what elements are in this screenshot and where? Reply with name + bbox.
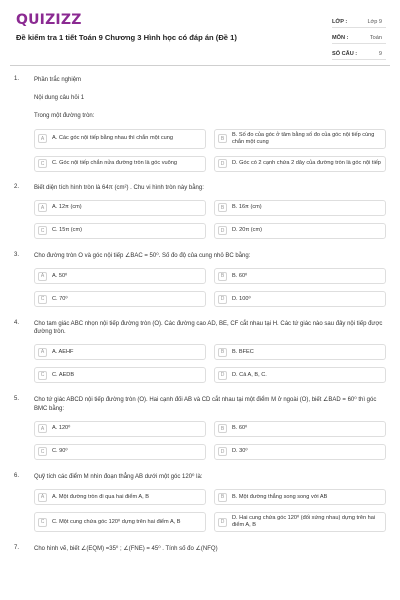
option-text: C. AEDB [52,371,75,378]
answer-option-a[interactable] [34,421,206,437]
answer-option-b[interactable] [214,129,386,149]
question-item [0,252,400,307]
option-letter-badge: A [38,424,47,433]
option-text: D. Cả A, B, C. [232,371,267,378]
question-item [0,545,400,553]
answer-option-d[interactable] [214,512,386,532]
question-text: Quỹ tích các điểm M nhìn đoạn thẳng AB dưới một góc 120⁰ là: [34,473,203,480]
answer-option-b[interactable] [214,200,386,216]
answer-option-d[interactable] [214,367,386,383]
option-text: D. 100⁰ [232,295,251,302]
document-title: Đề kiểm tra 1 tiết Toán 9 Chương 3 Hình học có đáp án (Đề 1) [16,33,237,42]
option-text: C. 15π (cm) [52,227,82,234]
answer-options [34,129,386,172]
option-letter-badge: A [38,203,47,212]
question-item [0,184,400,239]
meta-value: Lớp 9 [367,19,382,25]
answer-option-a[interactable] [34,344,206,360]
option-letter-badge: C [38,447,47,456]
option-letter-badge: C [38,226,47,235]
answer-options [34,421,386,460]
option-letter-badge: B [218,493,227,502]
option-letter-badge: D [218,159,227,168]
option-letter-badge: A [38,348,47,357]
option-letter-badge: D [218,371,227,380]
meta-value: 9 [378,51,382,57]
option-letter-badge: B [218,134,227,143]
question-number: 5. [14,396,20,403]
question-number: 4. [14,320,20,327]
option-text: A. 12π (cm) [52,204,82,211]
answer-option-d[interactable] [214,156,386,172]
answer-option-b[interactable] [214,421,386,437]
question-text: Biết diện tích hình tròn là 64π (cm²) . Chu vi hình tròn này bằng: [34,184,204,191]
question-item [0,76,400,172]
meta-key: SỐ CÂU : [332,51,358,57]
option-letter-badge: D [218,447,227,456]
option-letter-badge: A [38,493,47,502]
option-text: A. Các góc nội tiếp bằng nhau thì chắn một cung [52,135,173,142]
answer-option-c[interactable] [34,444,206,460]
question-text: Phần trắc nghiệm [34,77,82,83]
answer-options [34,200,386,239]
answer-option-c[interactable] [34,367,206,383]
question-text: Cho tam giác ABC nhọn nội tiếp đường tròn (O). Các đường cao AD, BE, CF cắt nhau tại H. Các tứ giác nào sau đây nội tiếp được đường tròn. [34,321,383,336]
option-letter-badge: D [218,295,227,304]
header-divider [10,65,390,66]
answer-options [34,489,386,532]
option-text: C. Góc nội tiếp chắn nửa đường tròn là góc vuông [52,160,177,167]
answer-option-d[interactable] [214,223,386,239]
meta-row-class [332,14,386,28]
option-letter-badge: B [218,272,227,281]
option-text: D. 30⁰ [232,448,248,455]
answer-options [34,344,386,383]
option-letter-badge: C [38,371,47,380]
meta-info [332,14,386,62]
answer-option-c[interactable] [34,291,206,307]
meta-key: MÔN : [332,35,349,41]
option-text: D. Góc có 2 cạnh chứa 2 dây của đường tròn là góc nội tiếp [232,160,381,167]
option-letter-badge: D [218,518,227,527]
meta-row-subject [332,30,386,44]
answer-option-a[interactable] [34,200,206,216]
option-text: D. Hai cung chứa góc 120⁰ (đối xứng nhau) dựng trên hai điểm A, B [232,515,376,529]
answer-option-d[interactable] [214,291,386,307]
option-letter-badge: C [38,518,47,527]
option-text: D. 20π (cm) [232,227,262,234]
option-letter-badge: B [218,424,227,433]
option-letter-badge: A [38,134,47,143]
answer-option-b[interactable] [214,268,386,284]
option-text: A. 120⁰ [52,425,71,432]
option-text: B. Số đo của góc ở tâm bằng số đo của góc nội tiếp cùng chắn một cung [232,131,375,145]
option-text: B. BFEC [232,348,254,355]
option-text: A. AEHF [52,348,74,355]
option-letter-badge: C [38,159,47,168]
question-item [0,396,400,459]
option-letter-badge: B [218,203,227,212]
page-header [0,0,400,66]
answer-option-d[interactable] [214,444,386,460]
answer-option-c[interactable] [34,223,206,239]
option-letter-badge: C [38,295,47,304]
question-text: Cho hình vẽ, biết ∠(EQM) =35⁰ ; ∠(FNE) = 45⁰ . Tính số đo ∠(NFQ) [34,546,218,553]
meta-row-count [332,46,386,60]
question-text: Nội dung câu hỏi 1 [34,95,85,102]
answer-option-a[interactable] [34,129,206,149]
option-text: A. 50⁰ [52,272,68,279]
quizizz-logo: QUIZIZZ [16,12,82,28]
option-text: B. 60⁰ [232,425,248,432]
question-number: 6. [14,472,20,479]
answer-option-c[interactable] [34,156,206,172]
question-text: Cho tứ giác ABCD nội tiếp đường tròn (O). Hai cạnh đối AB và CD cắt nhau tại một điểm M ở ngoài (O), biết ∠BAD = 60⁰ thì góc BMC bằng: [34,397,377,412]
option-letter-badge: A [38,272,47,281]
question-text: Trong một đường tròn: [34,113,95,120]
meta-value: Toán [369,35,382,41]
option-text: C. 90⁰ [52,448,68,455]
option-letter-badge: B [218,348,227,357]
option-letter-badge: D [218,226,227,235]
question-text: Cho đường tròn O và góc nội tiếp ∠BAC = 50⁰. Số đo độ của cung nhỏ BC bằng: [34,252,251,259]
answer-option-b[interactable] [214,344,386,360]
answer-options [34,268,386,307]
question-list [0,76,400,553]
question-number: 1. [14,76,20,82]
option-text: C. 70⁰ [52,295,68,302]
question-item [0,473,400,532]
meta-key: LỚP : [332,19,348,25]
option-text: A. Một đường tròn đi qua hai điểm A, B [52,493,149,500]
answer-option-a[interactable] [34,268,206,284]
option-text: B. 60⁰ [232,272,248,279]
option-text: C. Một cung chứa góc 120⁰ dựng trên hai điểm A, B [52,518,181,525]
question-number: 2. [14,183,20,190]
question-number: 7. [14,545,20,552]
answer-option-a[interactable] [34,489,206,505]
question-item [0,320,400,383]
answer-option-c[interactable] [34,512,206,532]
option-text: B. 16π (cm) [232,204,262,211]
option-text: B. Một đường thẳng song song với AB [232,493,328,500]
question-number: 3. [14,251,20,258]
answer-option-b[interactable] [214,489,386,505]
